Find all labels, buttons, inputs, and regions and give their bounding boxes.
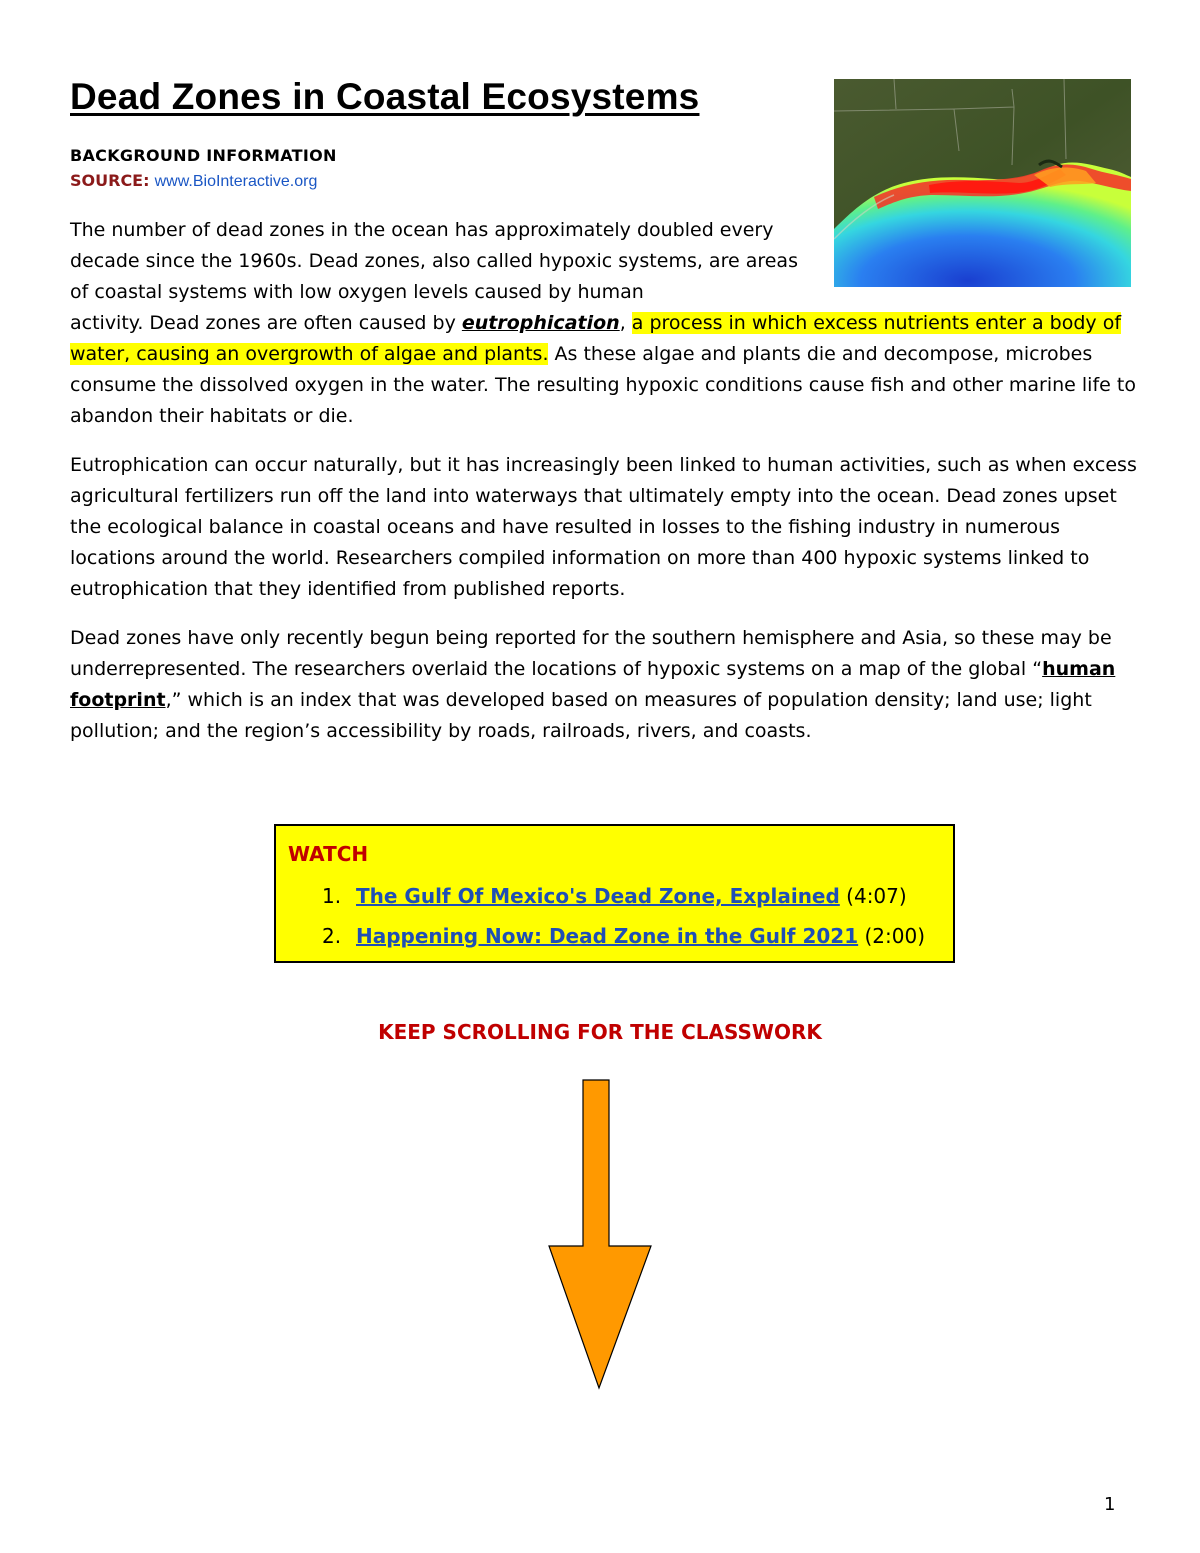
watch-box bbox=[274, 824, 955, 963]
background-heading: BACKGROUND INFORMATION bbox=[70, 146, 337, 165]
keep-scrolling-notice: KEEP SCROLLING FOR THE CLASSWORK bbox=[378, 1020, 822, 1044]
paragraph-1-intro: The number of dead zones in the ocean has approximately doubled every decade since the 1960s. Dead zones, also called hypoxic systems, are areas of coastal systems with low oxygen levels caused by human bbox=[70, 219, 798, 303]
source-label: SOURCE: bbox=[70, 171, 150, 190]
paragraph-1-comma: , bbox=[619, 312, 626, 334]
video-list-item bbox=[322, 924, 925, 948]
paragraph-1-space bbox=[626, 312, 632, 334]
highlighted-definition: a process in which excess nutrients enter a body of water, causing an overgrowth of algae and plants. bbox=[70, 312, 1122, 365]
list-number: 2. bbox=[322, 924, 342, 948]
paragraph-2: Eutrophication can occur naturally, but it has increasingly been linked to human activities, such as when excess agricultural fertilizers run off the land into waterways that ultimately empty into the ocean. Dead zones upset the ecological balance in coastal oceans and have resulted in losses to the fishing industry in numerous locations around the world. Researchers compiled information on more than 400 hypoxic systems linked to eutrophication that they identified from published reports. bbox=[70, 454, 1137, 600]
video-duration: (2:00) bbox=[858, 924, 926, 948]
source-link[interactable]: www.BioInteractive.org bbox=[154, 173, 318, 190]
term-eutrophication: eutrophication bbox=[461, 312, 620, 334]
watch-heading: WATCH bbox=[288, 842, 369, 866]
paragraph-1-text: activity. Dead zones are often caused by bbox=[70, 312, 462, 334]
paragraph-1-continued bbox=[70, 308, 1140, 432]
page-title: Dead Zones in Coastal Ecosystems bbox=[70, 76, 700, 117]
video-list-item bbox=[322, 884, 907, 908]
source-line bbox=[70, 171, 317, 191]
video-link-gulf-dead-zone-explained[interactable]: The Gulf Of Mexico's Dead Zone, Explained bbox=[356, 884, 840, 908]
paragraph-1-rest: As these algae and plants die and decompose, microbes consume the dissolved oxygen in the water. The resulting hypoxic conditions cause fish and other marine life to abandon their habitats or die. bbox=[70, 343, 1136, 427]
video-link-happening-now-dead-zone[interactable]: Happening Now: Dead Zone in the Gulf 2021 bbox=[356, 924, 859, 948]
gulf-satellite-map-image bbox=[834, 79, 1131, 287]
page-number: 1 bbox=[1104, 1494, 1116, 1515]
term-human-footprint: human footprint bbox=[70, 658, 1116, 711]
video-duration: (4:07) bbox=[839, 884, 907, 908]
list-number: 1. bbox=[322, 884, 342, 908]
down-arrow-icon bbox=[545, 1078, 655, 1392]
paragraph-3-rest: ,” which is an index that was developed based on measures of population density; land use; light pollution; and the region’s accessibility by roads, railroads, rivers, and coasts. bbox=[70, 689, 1092, 742]
paragraph-3-text: Dead zones have only recently begun being reported for the southern hemisphere and Asia, so these may be underrepresented. The researchers overlaid the locations of hypoxic systems on a map of the global “ bbox=[70, 627, 1112, 680]
paragraph-3 bbox=[70, 623, 1140, 747]
